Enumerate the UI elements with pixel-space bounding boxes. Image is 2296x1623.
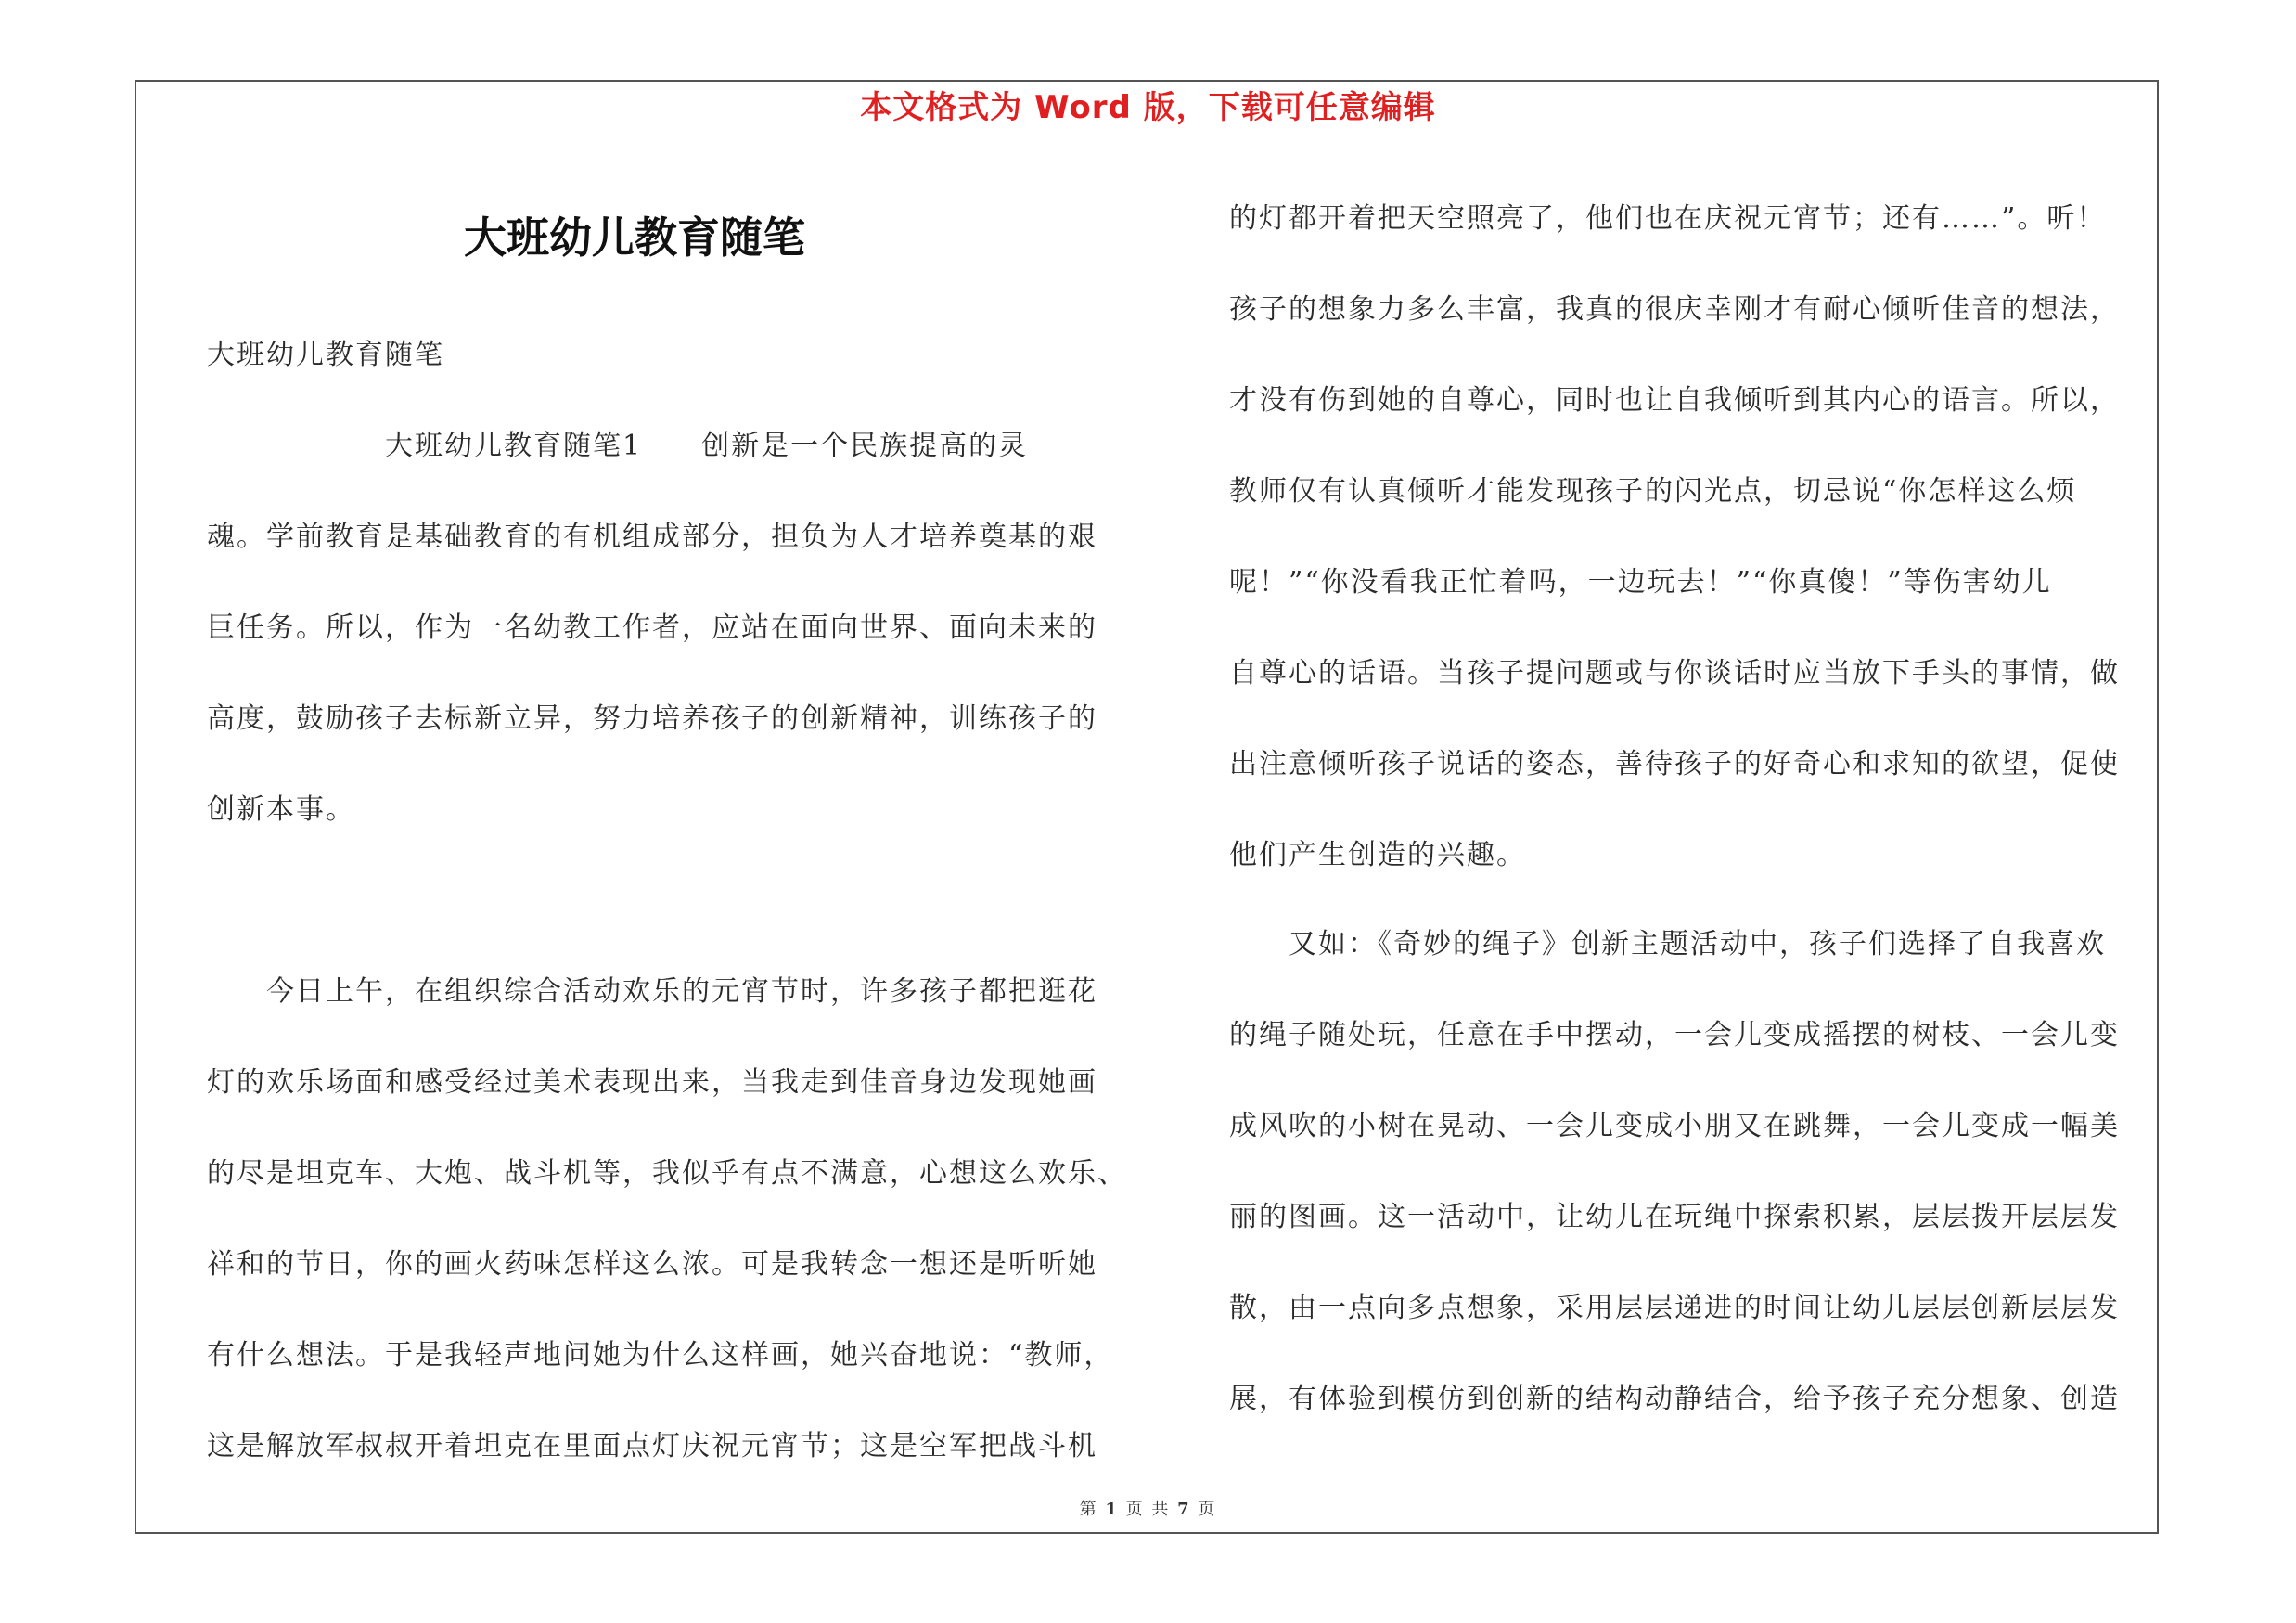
format-banner: 本文格式为 Word 版，下载可任意编辑: [860, 89, 1436, 126]
page-footer: [0, 1496, 2296, 1520]
footer-prefix: 第: [1079, 1500, 1098, 1519]
paragraph-line: 这是解放军叔叔开着坦克在里面点灯庆祝元宵节；这是空军把战斗机: [207, 1430, 1097, 1462]
paragraph-line: 祥和的节日，你的画火药味怎样这么浓。可是我转念一想还是听听她: [207, 1248, 1097, 1281]
paragraph-line: 孩子的想象力多么丰富，我真的很庆幸刚才有耐心倾听佳音的想法，: [1229, 293, 2120, 326]
footer-suffix: 页: [1198, 1500, 1217, 1519]
paragraph-line: 今日上午，在组织综合活动欢乐的元宵节时，许多孩子都把逛花: [207, 975, 1097, 1008]
paragraph-line: 又如：《奇妙的绳子》创新主题活动中，孩子们选择了自我喜欢: [1229, 928, 2106, 960]
paragraph-line: 大班幼儿教育随笔1 创新是一个民族提高的灵: [207, 430, 1029, 462]
paragraph-line: 教师仅有认真倾听才能发现孩子的闪光点，切忌说“你怎样这么烦: [1229, 475, 2077, 508]
paragraph-line: 的尽是坦克车、大炮、战斗机等，我似乎有点不满意，心想这么欢乐、: [207, 1157, 1127, 1190]
paragraph-line: 有什么想法。于是我轻声地问她为什么这样画，她兴奋地说：“教师，: [207, 1339, 1114, 1372]
paragraph-line: 他们产生创造的兴趣。: [1229, 839, 1526, 871]
paragraph-line: 大班幼儿教育随笔: [207, 339, 444, 371]
footer-middle: 页 共: [1125, 1500, 1171, 1519]
paragraph-line: 才没有伤到她的自尊心，同时也让自我倾听到其内心的语言。所以，: [1229, 384, 2120, 417]
paragraph-line: 高度，鼓励孩子去标新立异，努力培养孩子的创新精神，训练孩子的: [207, 702, 1097, 735]
paragraph-line: 呢！”“你没看我正忙着吗，一边玩去！”“你真傻！”等伤害幼儿: [1229, 566, 2052, 599]
paragraph-line: 的绳子随处玩，任意在手中摆动，一会儿变成摇摆的树枝、一会儿变: [1229, 1019, 2120, 1051]
total-pages-number: 7: [1177, 1500, 1191, 1519]
paragraph-line: 创新本事。: [207, 793, 355, 826]
paragraph-line: 散，由一点向多点想象，采用层层递进的时间让幼儿层层创新层层发: [1229, 1292, 2120, 1324]
paragraph-line: 自尊心的话语。当孩子提问题或与你谈话时应当放下手头的事情，做: [1229, 657, 2120, 689]
paragraph-line: 出注意倾听孩子说话的姿态，善待孩子的好奇心和求知的欲望，促使: [1229, 748, 2120, 780]
paragraph-line: 灯的欢乐场面和感受经过美术表现出来，当我走到佳音身边发现她画: [207, 1066, 1097, 1099]
paragraph-line: 展，有体验到模仿到创新的结构动静结合，给予孩子充分想象、创造: [1229, 1383, 2120, 1415]
paragraph-line: 的灯都开着把天空照亮了，他们也在庆祝元宵节；还有……”。听！: [1229, 202, 2107, 235]
paragraph-line: 成风吹的小树在晃动、一会儿变成小朋又在跳舞，一会儿变成一幅美: [1229, 1110, 2120, 1142]
page-title: 大班幼儿教育随笔: [464, 213, 805, 263]
paragraph-line: 丽的图画。这一活动中，让幼儿在玩绳中探索积累，层层拨开层层发: [1229, 1201, 2120, 1233]
current-page-number: 1: [1105, 1500, 1119, 1519]
paragraph-line: 魂。学前教育是基础教育的有机组成部分，担负为人才培养奠基的艰: [207, 521, 1097, 553]
paragraph-line: 巨任务。所以，作为一名幼教工作者，应站在面向世界、面向未来的: [207, 612, 1097, 644]
